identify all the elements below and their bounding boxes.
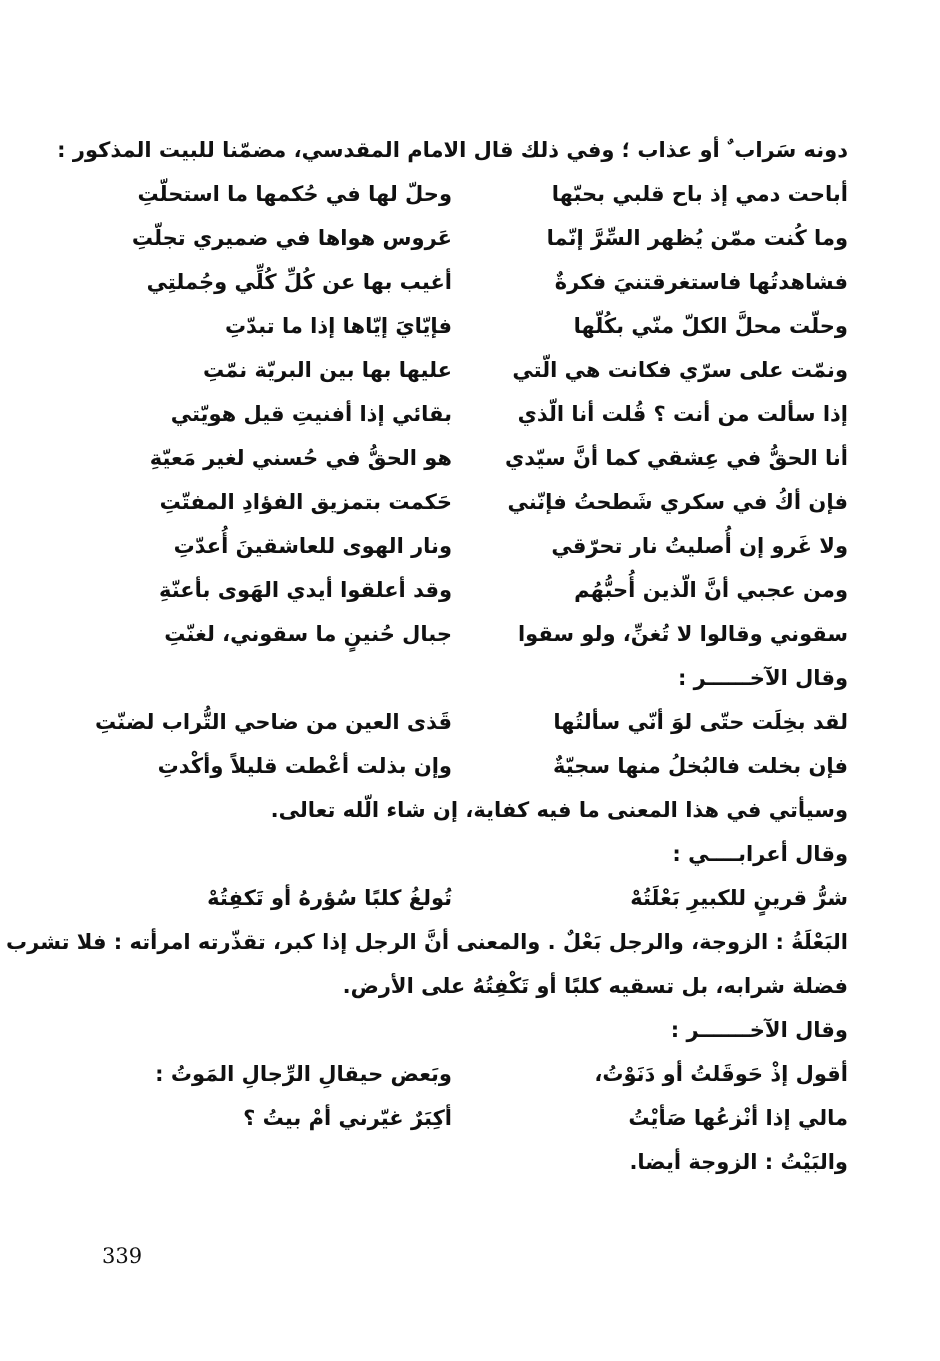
first-hemistich: فإن بخلت فالبُخلُ منها سجيّةٌ [552, 754, 848, 778]
verse-line [100, 568, 848, 612]
prose-note: وسيأتي في هذا المعنى ما فيه كفاية، إن شاء الّله تعالى. [270, 798, 848, 822]
prose-note: والبَيْتُ : الزوجة أيضا. [629, 1150, 848, 1174]
first-hemistich: ولا غَرو إن أُصليتُ نار تحرّقي [551, 534, 848, 558]
verse-line [100, 524, 848, 568]
poem-2 [95, 700, 848, 788]
second-hemistich: ونار الهوى للعاشقينَ أُعدّتِ [173, 534, 452, 558]
second-hemistich: وبَعض حيقالِ الرِّجالِ المَوتُ : [155, 1062, 452, 1086]
intro-line: دونه سَراب ٌ أو عذاب ؛ وفي ذلك قال الامام المقدسي، مضمّنا للبيت المذكور : [57, 138, 848, 162]
second-hemistich: فإيّايَ إيّاها إذا ما تبدّتِ [224, 314, 452, 338]
verse-line [100, 876, 848, 920]
verse-line [100, 348, 848, 392]
second-hemistich: جبال حُنينٍ ما سقوني، لغنّتِ [164, 622, 452, 646]
verse-line [100, 260, 848, 304]
poem-3 [100, 876, 848, 920]
second-hemistich: وحلّ لها في حُكمها ما استحلّتِ [137, 182, 452, 206]
second-hemistich: وإن بذلت أعْطت قليلاً وأكْدتِ [157, 754, 452, 778]
verse-line [100, 1052, 848, 1096]
first-hemistich: فشاهدتُها فاستغرقتنيَ فكرةٌ [554, 270, 848, 294]
first-hemistich: ونمّت على سرّي فكانت هي الّتي [512, 358, 848, 382]
first-hemistich: فإن أكُ في سكري شَطحتُ فإنّني [507, 490, 848, 514]
verse-line [100, 1096, 848, 1140]
second-hemistich: عليها بها بين البريّة نمّتِ [202, 358, 452, 382]
second-hemistich: قَذى العين من ضاحي التُّراب لضنّتِ [95, 710, 452, 734]
prose-note: البَعْلَةُ : الزوجة، والرجل بَعْلٌ . والمعنى أنَّ الرجل إذا كبر، تقذّرته امرأته : فلا تشرب [6, 930, 848, 954]
verse-line [100, 304, 848, 348]
first-hemistich: وما كُنت ممّن يُظهر السِّرَّ إنّما [546, 226, 848, 250]
first-hemistich: أنا الحقُّ في عِشقي كما أنَّ سيّدي [505, 446, 848, 470]
first-hemistich: إذا سألت من أنت ؟ قُلت أنا الّذي [517, 402, 848, 426]
poem-1 [100, 172, 848, 656]
second-hemistich: هو الحقُّ في حُسني لغير مَعيّةِ [149, 446, 452, 470]
page-number: 339 [102, 1244, 143, 1268]
second-hemistich: أغيب بها عن كُلِّ كُلِّي وجُملتِي [146, 270, 452, 294]
first-hemistich: ومن عجبي أنَّ الّذين أُحبُّهُم [574, 578, 848, 602]
verse-line [100, 480, 848, 524]
verse-line [100, 392, 848, 436]
poem-4 [100, 1052, 848, 1140]
first-hemistich: سقوني وقالوا لا تُغنِّ، ولو سقوا [517, 622, 848, 646]
second-hemistich: حَكمت بتمزيق الفؤادِ المفتّتِ [159, 490, 452, 514]
first-hemistich: أقول إذْ حَوقَلتُ أو دَنَوْتُ، [594, 1062, 848, 1086]
verse-line [100, 216, 848, 260]
verse-line [100, 744, 848, 788]
first-hemistich: شرُّ قرينٍ للكبيرِ بَعْلَتُهْ [630, 886, 848, 910]
second-hemistich: وقد أعلقوا أيدي الهَوى بأعنّةِ [158, 578, 452, 602]
first-hemistich: وحلّت محلَّ الكلّ منّي بكُلّها [573, 314, 848, 338]
prose-note: فضلة شرابه، بل تسقيه كلبًا أو تَكْفِتُهُ على الأرض. [342, 974, 848, 998]
intro-line: وقال الآخـــــــر : [670, 1018, 848, 1042]
first-hemistich: مالي إذا أنْزعُها صَأيْتُ [628, 1106, 848, 1130]
page-body [6, 128, 848, 1184]
verse-line [95, 700, 848, 744]
verse-line [100, 172, 848, 216]
second-hemistich: تُولغُ كلبًا سُؤرهُ أو تَكفِتُهْ [207, 886, 452, 910]
second-hemistich: أكِبَرٌ غيّرني أمْ بيتُ ؟ [243, 1106, 452, 1130]
first-hemistich: أباحت دمي إذ باح قلبي بحبّها [551, 182, 848, 206]
verse-line [100, 612, 848, 656]
first-hemistich: لقد بخِلَت حتّى لوَ أنّي سألتُها [553, 710, 848, 734]
second-hemistich: عَروس هواها في ضميري تجلّتِ [131, 226, 452, 250]
second-hemistich: بقائي إذا أفنيتِ قيل هويّتي [170, 402, 452, 426]
verse-line [100, 436, 848, 480]
intro-line: وقال أعرابــــي : [672, 842, 848, 866]
intro-line: وقال الآخــــــر : [677, 666, 848, 690]
